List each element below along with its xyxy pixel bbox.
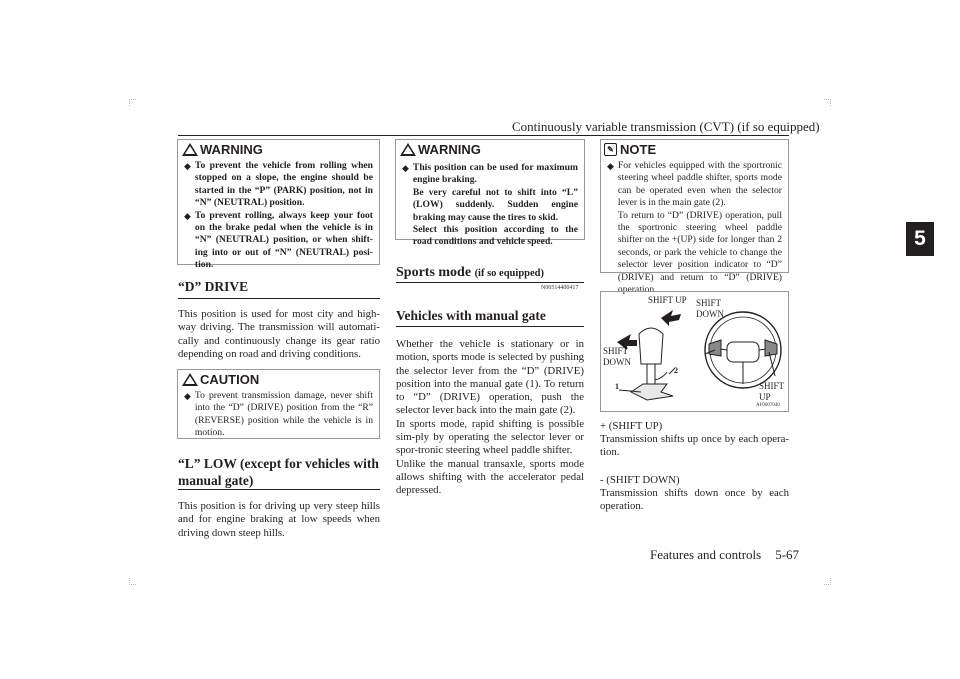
manual-gate-text: Whether the vehicle is stationary or in motion, sports mode is selected by pushing the selector lever from the “D” (DRIVE) position into the manual gate (1). To return to “D” (DRIVE) operation, push the selector lever back into the main gate (2). In sports mode, rapid shifting is possible sim-ply by operating the selector lever or spor-tronic steering wheel paddle shifter. Unlike the manual transaxle, sports mode allows shifting with the accelerator pedal depressed. xyxy=(396,338,584,497)
header-rule xyxy=(178,135,789,136)
gate-arrow xyxy=(655,372,667,380)
crop-mark xyxy=(129,99,136,106)
page-number: 5-67 xyxy=(775,547,800,562)
footer-section: Features and controls xyxy=(650,547,762,562)
warning-box xyxy=(395,139,585,248)
heading-rule xyxy=(396,282,584,283)
figure-code: AF0007040 xyxy=(756,403,780,408)
label-shift-up-right: SHIFT UP xyxy=(759,381,784,402)
heading-rule xyxy=(396,326,584,327)
crop-mark xyxy=(824,578,831,585)
shift-down-text: Transmission shifts down once by each operation. xyxy=(600,487,789,513)
shift-up-title: + (SHIFT UP) xyxy=(600,420,663,432)
page-footer xyxy=(650,547,799,563)
selector-knob xyxy=(639,328,663,364)
doc-code: N00514400417 xyxy=(541,285,579,291)
heading-rule xyxy=(178,298,380,299)
section-heading-l-low: “L” LOW (except for vehicles with manual gate) xyxy=(178,456,379,488)
shift-down-title: - (SHIFT DOWN) xyxy=(600,474,680,486)
list-item: ◆ This position can be used for maximum engine braking. Be very careful not to shift into “L” (LOW) suddenly. Sudden engine braking may cause the tires to skid. Select this position according to the road conditions and vehicle speed. xyxy=(402,162,578,248)
warning-box xyxy=(177,139,380,271)
list-item: ◆ For vehicles equipped with the sportronic steering wheel paddle shifter, sports mode can be operated even when the selector lever is in the main gate (2). To return to “D” (DRIVE) operation, pull the sportronic steering wheel paddle shifter on the +(UP) side for longer than 2 seconds, or park the vehicle to change the selector lever position indicator to “D” (DRIVE) and return to “D” (DRIVE) operation. xyxy=(607,160,782,296)
heading-rule xyxy=(178,489,380,490)
note-icon: ✎ xyxy=(604,143,617,156)
caution-icon xyxy=(182,373,198,386)
bullet-icon: ◆ xyxy=(402,163,409,173)
list-item: ◆ To prevent the vehicle from rolling when stopped on a slope, the engine should be started in the “P” (PARK) position, not in “N” (NEUTRAL) position. xyxy=(184,160,373,209)
label-shift-down-right: SHIFT DOWN xyxy=(696,298,724,319)
label-shift-up: SHIFT UP xyxy=(648,295,687,305)
bullet-icon: ◆ xyxy=(184,161,191,171)
page-header-title: Continuously variable transmission (CVT) (if so equipped) xyxy=(512,119,820,134)
d-drive-text: This position is used for most city and high-way driving. The transmission will automati-cally and continuously change its gear ratio depending on road and driving conditions. xyxy=(178,308,380,360)
list-item: ◆ To prevent rolling, always keep your foot on the brake pedal when the vehicle is in “N” (NEUTRAL) position, or when shift-ing into or out of “N” (NEUTRAL) posi-tion. xyxy=(184,209,373,271)
crop-mark xyxy=(824,99,831,106)
caution-box xyxy=(177,369,380,439)
selector-shaft xyxy=(647,364,655,386)
list-item: ◆ To prevent transmission damage, never shift into the “D” (DRIVE) position from the “R” (REVERSE) position while the vehicle is in motion. xyxy=(184,390,373,439)
warning-title: WARNING xyxy=(418,142,481,157)
l-low-text: This position is for driving up very steep hills and for engine braking at low speeds when driving down steep hills. xyxy=(178,500,380,539)
crop-mark xyxy=(129,578,136,585)
section-heading-manual-gate: Vehicles with manual gate xyxy=(396,308,546,323)
bullet-icon: ◆ xyxy=(184,391,191,401)
warning-icon xyxy=(400,143,416,156)
warning-icon xyxy=(182,143,198,156)
leader-line-4 xyxy=(769,352,775,376)
label-shift-down-left: SHIFT DOWN xyxy=(603,346,631,367)
shift-up-text: Transmission shifts up once by each opera-tion. xyxy=(600,433,789,459)
figure-shift-diagram xyxy=(600,291,789,412)
chapter-tab: 5 xyxy=(906,222,934,256)
section-heading-d-drive: “D” DRIVE xyxy=(178,279,249,294)
steering-hub xyxy=(727,342,759,362)
warning-title: WARNING xyxy=(200,142,263,157)
section-heading-sports-mode: Sports mode (if so equipped) xyxy=(396,265,544,280)
note-title: NOTE xyxy=(620,142,657,157)
caution-title: CAUTION xyxy=(200,372,260,387)
label-num-1: 1 xyxy=(615,382,619,391)
bullet-icon: ◆ xyxy=(184,210,191,221)
label-num-2: 2 xyxy=(674,366,678,375)
shift-up-arrow-icon xyxy=(661,310,681,326)
bullet-icon: ◆ xyxy=(607,161,614,171)
note-box xyxy=(600,139,789,296)
